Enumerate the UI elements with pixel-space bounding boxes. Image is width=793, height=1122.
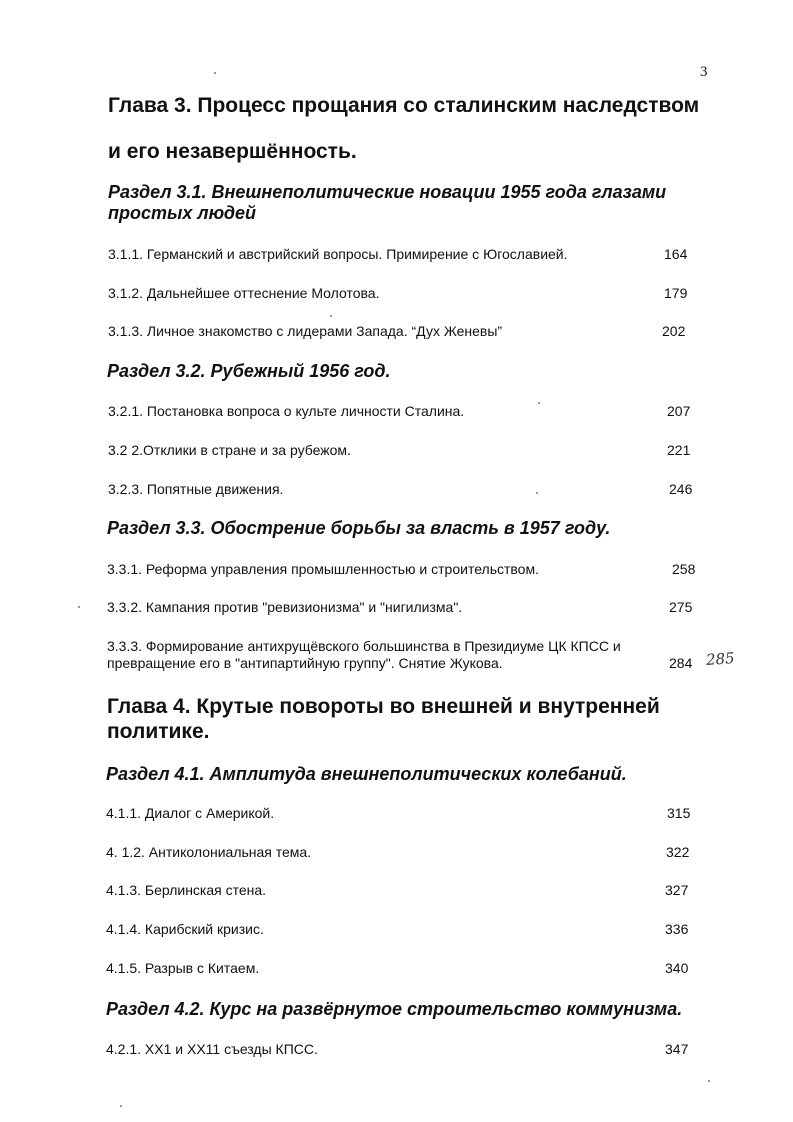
chapter-4-title-line1: Глава 4. Крутые повороты во внешней и внутренней xyxy=(107,695,660,718)
toc-page-3-1-2: 179 xyxy=(664,285,688,301)
section-4-2-title: Раздел 4.2. Курс на развёрнутое строительство коммунизма. xyxy=(106,999,683,1019)
toc-page-3-1-3: 202 xyxy=(662,323,686,339)
section-3-2-title: Раздел 3.2. Рубежный 1956 год. xyxy=(107,361,391,381)
toc-entry-3-3-1: 3.3.1. Реформа управления промышленностью и строительством. xyxy=(107,561,539,577)
section-3-1-title-line1: Раздел 3.1. Внешнеполитические новации 1955 года глазами xyxy=(108,182,667,202)
page-number: 3 xyxy=(700,64,708,80)
scan-speck xyxy=(214,72,216,74)
toc-page-4-1-5: 340 xyxy=(665,960,689,976)
toc-entry-3-2-3: 3.2.3. Попятные движения. xyxy=(108,481,284,497)
section-3-3-title: Раздел 3.3. Обострение борьбы за власть в 1957 году. xyxy=(107,518,611,538)
toc-page-3-3-2: 275 xyxy=(669,599,693,615)
toc-page-3-2-3: 246 xyxy=(669,481,693,497)
section-4-1-title: Раздел 4.1. Амплитуда внешнеполитических колебаний. xyxy=(106,764,627,784)
scan-speck xyxy=(120,1105,122,1107)
chapter-4-title-line2: политике. xyxy=(107,720,210,743)
toc-entry-4-1-3: 4.1.3. Берлинская стена. xyxy=(106,882,267,898)
scan-speck xyxy=(708,1080,710,1082)
handwritten-page-correction: 285 xyxy=(705,649,736,669)
toc-entry-3-3-2: 3.3.2. Кампания против "ревизионизма" и "нигилизма". xyxy=(107,599,463,615)
toc-page-4-1-4: 336 xyxy=(665,921,689,937)
toc-entry-3-1-2: 3.1.2. Дальнейшее оттеснение Молотова. xyxy=(108,285,380,301)
toc-page-3-1-1: 164 xyxy=(664,246,688,262)
toc-entry-4-1-2: 4. 1.2. Антиколониальная тема. xyxy=(106,844,312,860)
toc-entry-3-2-2: 3.2 2.Отклики в стране и за рубежом. xyxy=(108,442,351,458)
chapter-3-title-line2: и его незавершённость. xyxy=(108,140,357,163)
scan-speck xyxy=(78,606,80,608)
scan-speck xyxy=(536,492,538,494)
toc-entry-3-2-1: 3.2.1. Постановка вопроса о культе личности Сталина. xyxy=(108,403,465,419)
toc-page-3-3-1: 258 xyxy=(672,561,696,577)
toc-entry-3-1-3: 3.1.3. Личное знакомство с лидерами Запада. “Дух Женевы” xyxy=(108,323,503,339)
toc-page-4-1-3: 327 xyxy=(665,882,689,898)
section-3-1-title-line2: простых людей xyxy=(108,203,257,223)
toc-entry-3-3-3-line1: 3.3.3. Формирование антихрущёвского большинства в Президиуме ЦК КПСС и xyxy=(107,638,621,654)
toc-entry-4-1-5: 4.1.5. Разрыв с Китаем. xyxy=(106,960,260,976)
toc-page-4-1-2: 322 xyxy=(666,844,690,860)
toc-page-4-2-1: 347 xyxy=(665,1041,689,1057)
toc-entry-3-3-3-line2: превращение его в "антипартийную группу". Снятие Жукова. xyxy=(107,655,503,671)
toc-entry-4-1-1: 4.1.1. Диалог с Америкой. xyxy=(106,805,275,821)
toc-entry-4-2-1: 4.2.1. XX1 и XX11 съезды КПСС. xyxy=(106,1041,318,1057)
toc-page-3-2-2: 221 xyxy=(667,442,691,458)
toc-page-3-3-3: 284 xyxy=(669,655,693,671)
toc-page-4-1-1: 315 xyxy=(667,805,691,821)
chapter-3-title-line1: Глава 3. Процесс прощания со сталинским наследством xyxy=(108,94,700,117)
scan-speck xyxy=(538,402,540,404)
toc-entry-3-1-1: 3.1.1. Германский и австрийский вопросы. Примирение с Югославией. xyxy=(108,246,568,262)
toc-page-3-2-1: 207 xyxy=(667,403,691,419)
scan-speck xyxy=(330,315,332,317)
toc-entry-4-1-4: 4.1.4. Карибский кризис. xyxy=(106,921,264,937)
